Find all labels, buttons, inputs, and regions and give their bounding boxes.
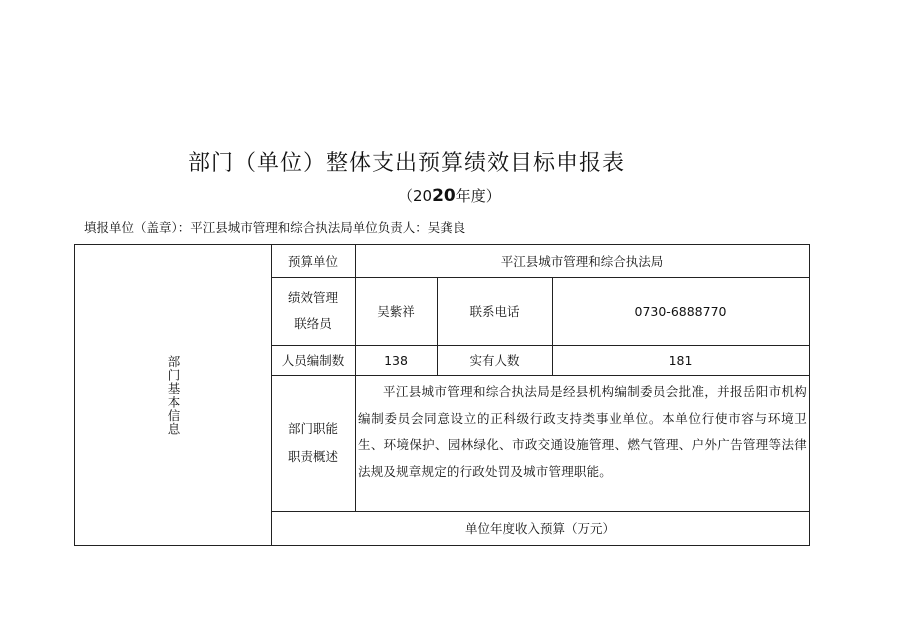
- phone-value: 0730-6888770: [634, 303, 727, 319]
- duty-label-line2: 职责概述: [287, 449, 338, 464]
- phone-label: 联系电话: [469, 304, 520, 319]
- budget-unit-label: 预算单位: [287, 254, 338, 269]
- staff-quota-label: 人员编制数: [281, 353, 345, 368]
- staff-quota-value: 138: [384, 352, 408, 368]
- income-budget-label: 单位年度收入预算（万元）: [464, 521, 615, 536]
- filler-line: 填报单位（盖章）：平江县城市管理和综合执法局单位负责人：吴龚良: [84, 220, 466, 235]
- year-close: 年度）: [455, 187, 501, 205]
- form-title: 部门（单位）整体支出预算绩效目标申报表: [188, 151, 626, 176]
- budget-unit-value: 平江县城市管理和综合执法局: [500, 254, 664, 269]
- contact-label-line2: 联络员: [294, 316, 332, 331]
- contact-name: 吴紫祥: [377, 304, 415, 319]
- section-label-cell: [75, 245, 271, 545]
- duty-label-line1: 部门职能: [287, 421, 338, 436]
- contact-label-line1: 绩效管理: [287, 290, 338, 305]
- year-bold: 20: [432, 186, 456, 206]
- contact-label: [271, 277, 355, 345]
- form-year: [398, 185, 501, 206]
- info-table: [74, 244, 810, 546]
- year-open: （20: [398, 187, 433, 205]
- duty-description: 平江县城市管理和综合执法局是经县机构编制委员会批准，并报岳阳市机构编制委员会同意设立的正科级行政支持类事业单位。本单位行使市容与环境卫生、环境保护、园林绿化、市政交通设施管理、燃气管理、户外广告管理等法律法规及规章规定的行政处罚及城市管理职能。: [358, 384, 807, 479]
- section-label: 部门基本信息: [166, 354, 181, 436]
- actual-staff-value: 181: [668, 352, 693, 368]
- duty-label: [271, 375, 355, 511]
- actual-staff-label: 实有人数: [469, 353, 520, 368]
